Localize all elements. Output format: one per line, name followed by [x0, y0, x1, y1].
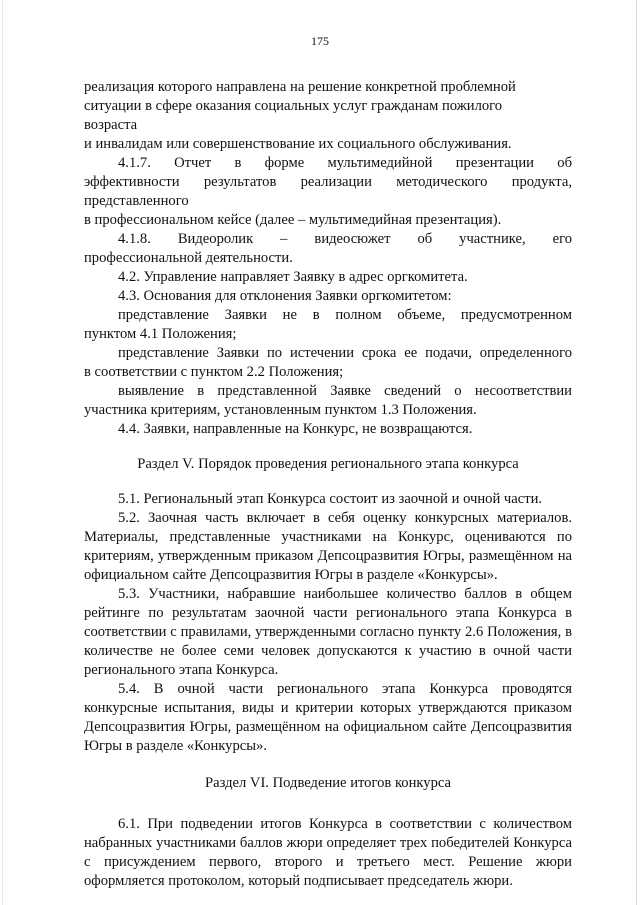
paragraph: 5.2. Заочная часть включает в себя оценку конкурсных материалов. Материалы, представленные участниками на Конкурс, оцениваются по критериям, утвержденным приказом Депсоцразвития Югры, размещённом на официальном сайте Депсоцразвития Югры в разделе «Конкурсы».: [84, 510, 572, 583]
paragraph: 5.4. В очной части регионального этапа Конкурса проводятся конкурсные испытания, виды и критерии которых утверждаются приказом Депсоцразвития Югры, размещённом на официальном сайте Депсоцразвития Югры в разделе «Конкурсы».: [84, 681, 572, 754]
paragraph: 6.1. При подведении итогов Конкурса в соответствии с количеством набранных участниками баллов жюри определяет трех победителей Конкурса с присуждением первого, второго и третьего мест. Решение жюри оформляется протоколом, который подписывает председатель жюри.: [84, 816, 572, 889]
scan-edge: [636, 0, 637, 905]
paragraph-line: в соответствии с пунктом 2.2 Положения;: [84, 364, 344, 380]
paragraph-line: возраста: [84, 117, 138, 133]
paragraph-line: реализация которого направлена на решение конкретной проблемной: [84, 79, 516, 95]
document-body: [84, 78, 572, 891]
paragraph-line: 4.2. Управление направляет Заявку в адрес оргкомитета.: [118, 269, 468, 285]
paragraph-line: представление Заявки не в полном объеме, предусмотренном: [118, 307, 572, 323]
paragraph-line: представленного: [84, 193, 189, 209]
paragraph-line: эффективности результатов реализации методического продукта,: [84, 174, 572, 190]
page-number: 175: [311, 34, 329, 48]
section-heading: Раздел V. Порядок проведения регионального этапа конкурса: [137, 456, 519, 472]
paragraph-line: представление Заявки по истечении срока ее подачи, определенного: [118, 345, 572, 361]
paragraph-line: профессиональной деятельности.: [84, 250, 293, 266]
paragraph-line: пунктом 4.1 Положения;: [84, 326, 237, 342]
paragraph-line: 4.3. Основания для отклонения Заявки оргкомитетом:: [118, 288, 452, 304]
paragraph-line: в профессиональном кейсе (далее – мультимедийная презентация).: [84, 212, 502, 228]
paragraph-line: 4.4. Заявки, направленные на Конкурс, не возвращаются.: [118, 421, 473, 437]
paragraph-line: 4.1.8. Видеоролик – видеосюжет об участнике, его: [118, 231, 572, 247]
paragraph: 5.1. Региональный этап Конкурса состоит из заочной и очной части.: [118, 491, 543, 507]
section-heading: Раздел VI. Подведение итогов конкурса: [204, 775, 452, 791]
scan-edge: [2, 0, 3, 905]
paragraph-line: участника критериям, установленным пунктом 1.3 Положения.: [84, 402, 477, 418]
paragraph-line: ситуации в сфере оказания социальных услуг гражданам пожилого: [84, 98, 503, 114]
paragraph-line: 4.1.7. Отчет в форме мультимедийной презентации об: [118, 155, 572, 171]
paragraph-line: и инвалидам или совершенствование их социального обслуживания.: [84, 136, 512, 152]
paragraph-line: выявление в представленной Заявке сведений о несоответствии: [118, 383, 572, 399]
paragraph: 5.3. Участники, набравшие наибольшее количество баллов в общем рейтинге по результатам заочной части регионального этапа Конкурса в соответствии с правилами, утвержденными согласно пункту 2.6 Положения, в количестве не более семи человек допускаются к участию в очной части регионального этапа Конкурса.: [84, 586, 572, 678]
